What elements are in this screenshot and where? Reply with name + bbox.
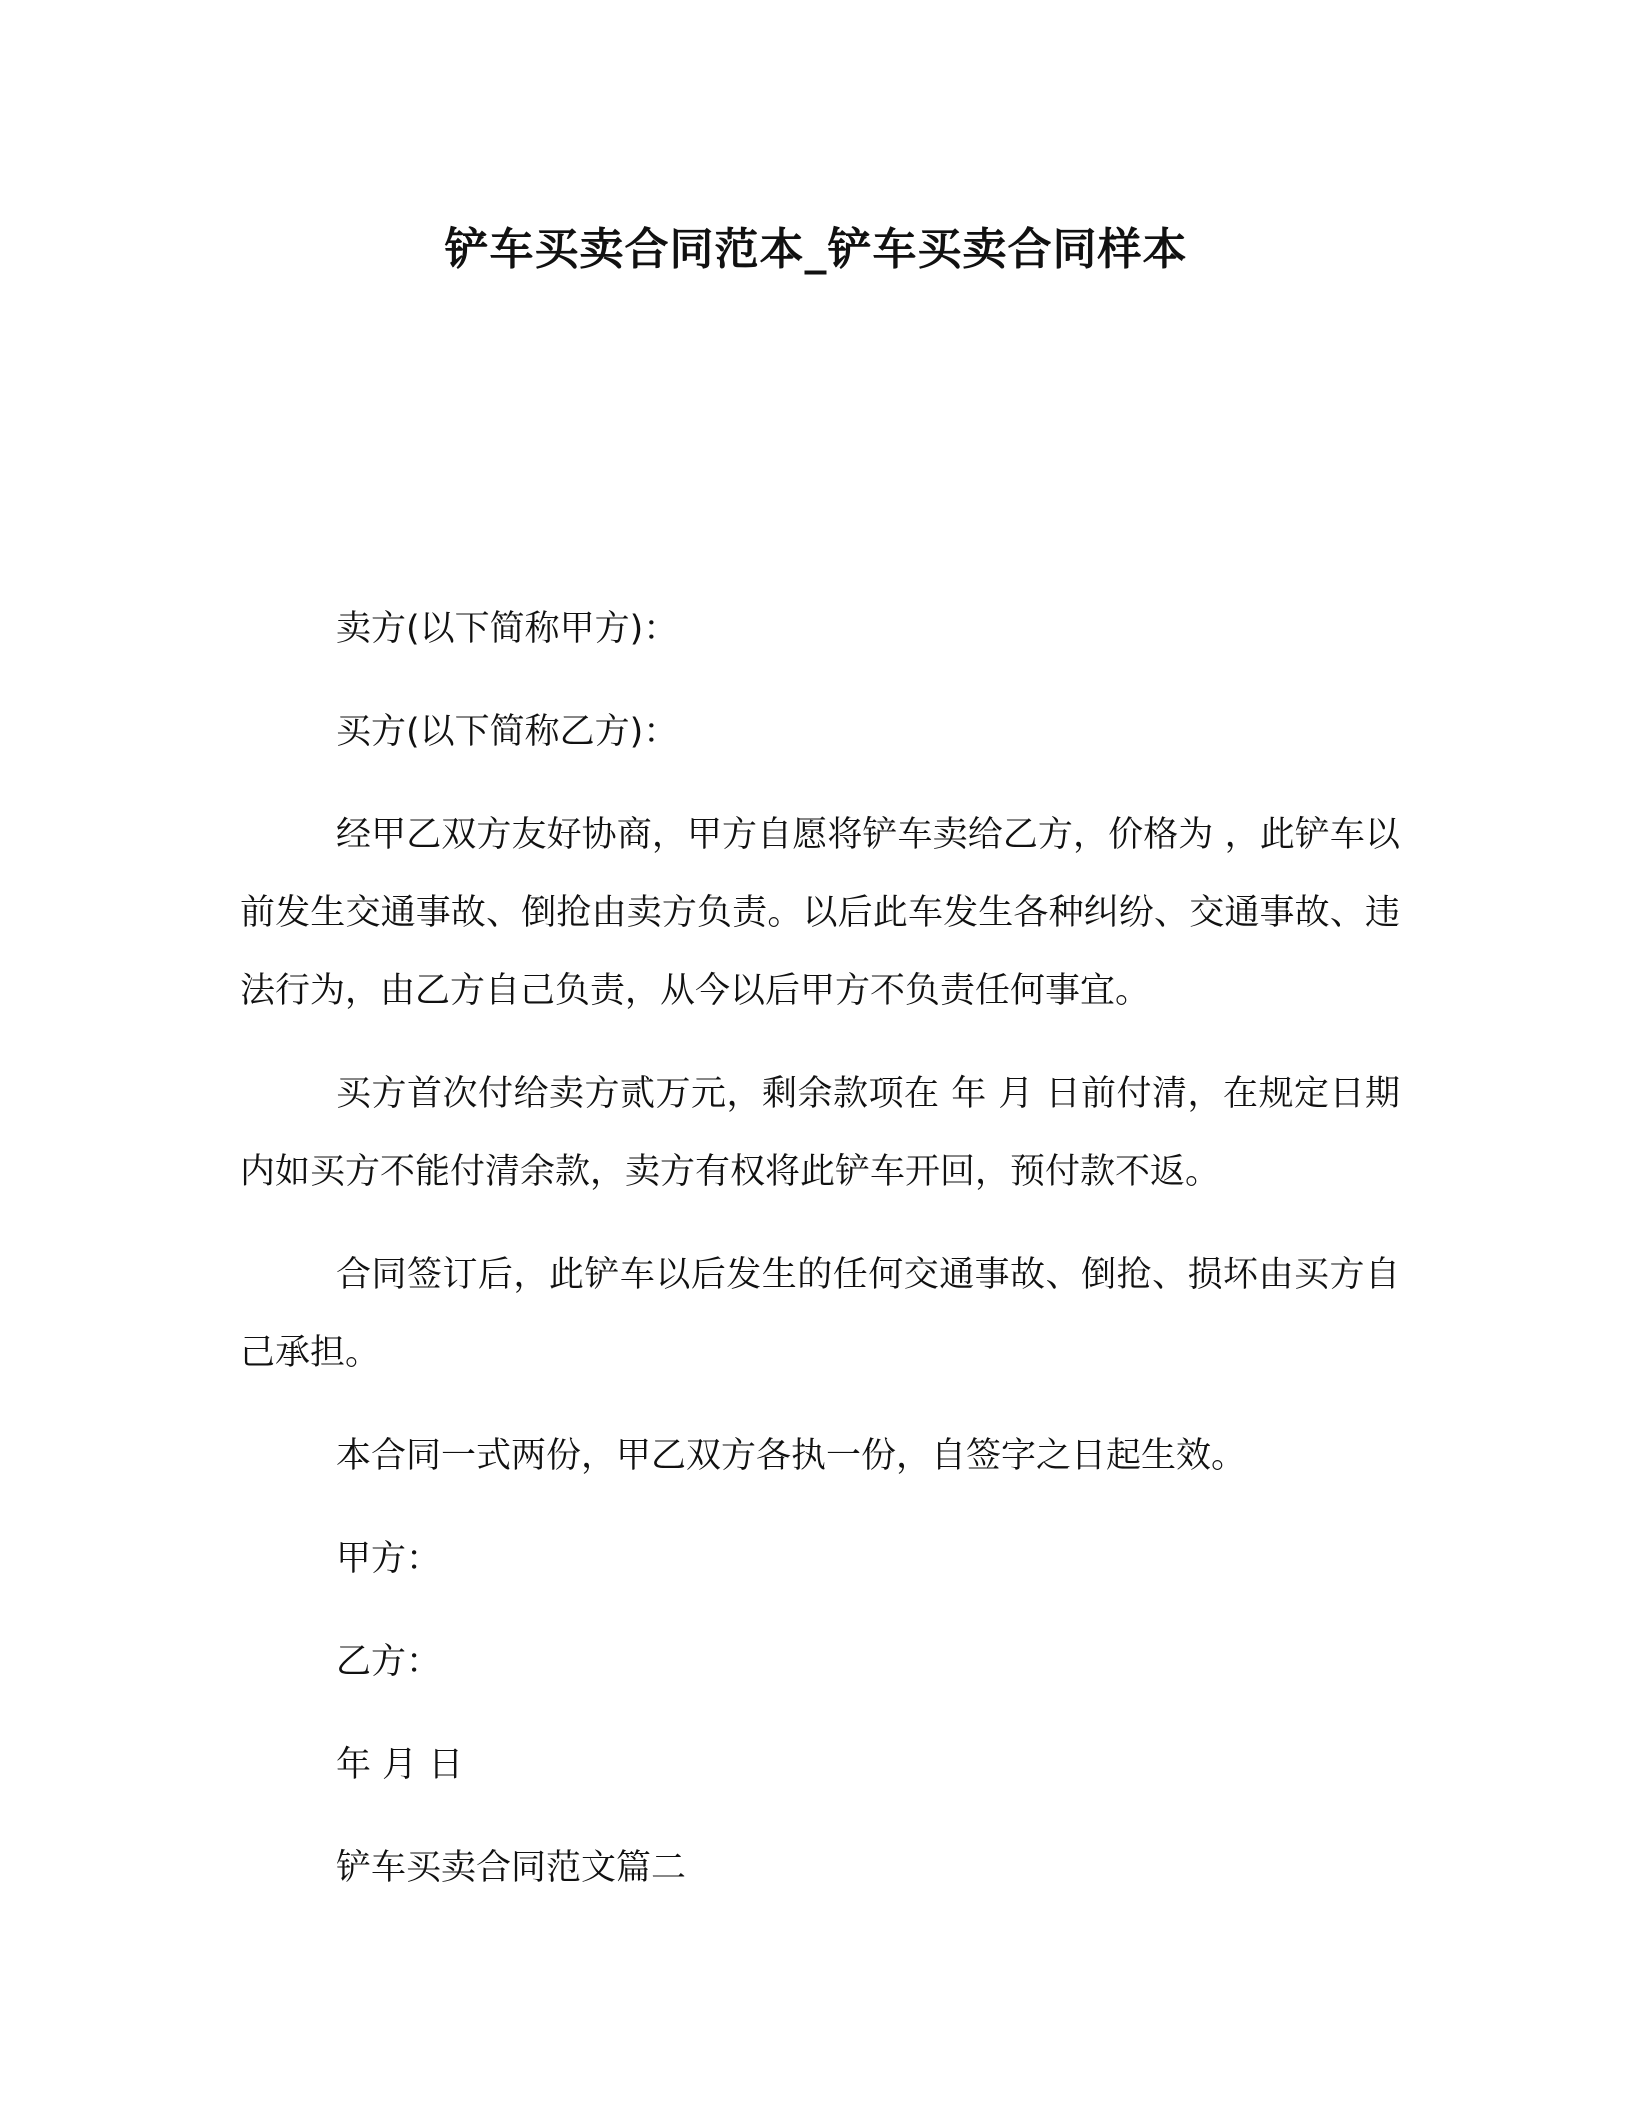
agreement-paragraph: 经甲乙双方友好协商，甲方自愿将铲车卖给乙方，价格为 ，此铲车以前发生交通事故、倒抢由卖方负责。以后此车发生各种纠纷、交通事故、违法行为，由乙方自己负责，从今以后甲方不负责任何事宜。 <box>240 815 1400 1011</box>
copies-paragraph: 本合同一式两份，甲乙双方各执一份，自签字之日起生效。 <box>336 1436 1247 1476</box>
document-body <box>240 590 1400 1907</box>
document-title: 铲车买卖合同范本_铲车买卖合同样本 <box>444 224 1188 275</box>
date-line: 年 月 日 <box>336 1745 464 1785</box>
buyer-line: 买方(以下简称乙方)： <box>336 712 679 752</box>
seller-line: 卖方(以下简称甲方)： <box>336 609 679 649</box>
party-a-signature: 甲方： <box>336 1539 442 1579</box>
section-heading: 铲车买卖合同范文篇二 <box>336 1848 687 1888</box>
party-b-signature: 乙方： <box>336 1642 442 1682</box>
liability-paragraph: 合同签订后，此铲车以后发生的任何交通事故、倒抢、损坏由买方自己承担。 <box>240 1255 1400 1373</box>
payment-paragraph: 买方首次付给卖方贰万元，剩余款项在 年 月 日前付清，在规定日期内如买方不能付清余款，卖方有权将此铲车开回，预付款不返。 <box>240 1074 1400 1192</box>
